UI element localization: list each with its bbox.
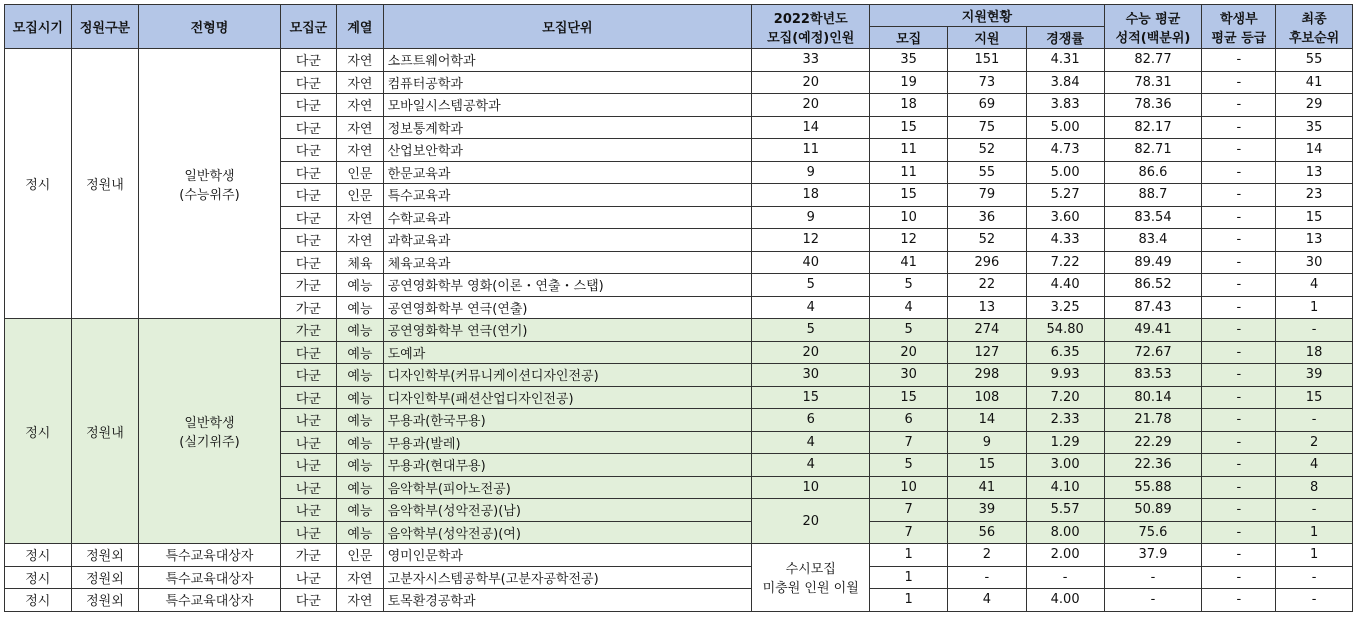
table-cell: 15: [752, 386, 870, 409]
table-cell: 자연: [337, 589, 383, 612]
quota-type-cell: 정원내: [71, 319, 139, 544]
table-cell: 가군: [280, 274, 337, 297]
table-cell: 9: [752, 161, 870, 184]
table-cell: 15: [948, 454, 1027, 477]
table-cell: 특수교육과: [383, 184, 752, 207]
period-cell: 정시: [5, 49, 72, 319]
table-cell: 5: [870, 274, 948, 297]
table-cell: 75: [948, 116, 1027, 139]
table-cell: 한문교육과: [383, 161, 752, 184]
table-cell: 자연: [337, 94, 383, 117]
table-cell: 나군: [280, 499, 337, 522]
table-cell: 72.67: [1104, 341, 1202, 364]
table-cell: 6: [870, 409, 948, 432]
table-cell: 자연: [337, 566, 383, 589]
table-cell: 19: [870, 71, 948, 94]
table-cell: -: [948, 566, 1027, 589]
table-cell: 11: [752, 139, 870, 162]
table-cell: 78.36: [1104, 94, 1202, 117]
header-status: 지원현황: [870, 5, 1104, 27]
table-cell: 다군: [280, 184, 337, 207]
table-cell: 55: [948, 161, 1027, 184]
table-cell: 5: [752, 319, 870, 342]
table-cell: 다군: [280, 139, 337, 162]
header-recruit: 모집: [870, 27, 948, 49]
table-cell: 18: [752, 184, 870, 207]
table-cell: 다군: [280, 341, 337, 364]
table-cell: 10: [752, 476, 870, 499]
table-cell: 자연: [337, 71, 383, 94]
table-cell: 82.17: [1104, 116, 1202, 139]
table-cell: 2: [948, 544, 1027, 567]
table-cell: -: [1276, 566, 1353, 589]
header-csat: 수능 평균 성적(백분위): [1104, 5, 1202, 49]
table-cell: 41: [1276, 71, 1353, 94]
table-cell: 83.53: [1104, 364, 1202, 387]
table-cell: 예능: [337, 364, 383, 387]
table-cell: -: [1202, 251, 1276, 274]
table-cell: -: [1202, 499, 1276, 522]
table-row: [5, 319, 1353, 342]
table-cell: 소프트웨어학과: [383, 49, 752, 72]
table-cell: 과학교육과: [383, 229, 752, 252]
table-cell: 52: [948, 139, 1027, 162]
table-cell: 4.40: [1026, 274, 1104, 297]
table-cell: -: [1202, 341, 1276, 364]
table-cell: -: [1104, 589, 1202, 612]
table-cell: 69: [948, 94, 1027, 117]
table-cell: 13: [1276, 161, 1353, 184]
header-period: 모집시기: [5, 5, 72, 49]
table-cell: 예능: [337, 409, 383, 432]
table-cell: 4.73: [1026, 139, 1104, 162]
table-cell: 18: [870, 94, 948, 117]
table-cell: 6: [752, 409, 870, 432]
table-cell: 특수교육대상자: [139, 544, 280, 567]
table-cell: 29: [1276, 94, 1353, 117]
table-cell: 예능: [337, 431, 383, 454]
table-cell: 88.7: [1104, 184, 1202, 207]
table-cell: 예능: [337, 499, 383, 522]
table-cell: 23: [1276, 184, 1353, 207]
table-cell: 자연: [337, 229, 383, 252]
header-ratio: 경쟁률: [1026, 27, 1104, 49]
table-cell: 예능: [337, 274, 383, 297]
table-cell: 86.6: [1104, 161, 1202, 184]
table-cell: 37.9: [1104, 544, 1202, 567]
table-cell: 9.93: [1026, 364, 1104, 387]
table-cell: -: [1202, 544, 1276, 567]
table-cell: 83.54: [1104, 206, 1202, 229]
table-cell: 4.10: [1026, 476, 1104, 499]
table-cell: 토목환경공학과: [383, 589, 752, 612]
table-cell: 30: [870, 364, 948, 387]
table-cell: 3.84: [1026, 71, 1104, 94]
table-cell: 컴퓨터공학과: [383, 71, 752, 94]
table-cell: 5.00: [1026, 161, 1104, 184]
table-cell: 39: [1276, 364, 1353, 387]
table-cell: 나군: [280, 566, 337, 589]
table-cell: 다군: [280, 49, 337, 72]
period-cell: 정시: [5, 319, 72, 544]
table-cell: 정원외: [71, 566, 139, 589]
header-admission-type: 전형명: [139, 5, 280, 49]
table-cell: 78.31: [1104, 71, 1202, 94]
table-cell: 5: [752, 274, 870, 297]
table-cell: 예능: [337, 341, 383, 364]
table-cell: -: [1202, 229, 1276, 252]
table-cell: 4: [752, 296, 870, 319]
table-cell: 9: [752, 206, 870, 229]
table-cell: 20: [752, 94, 870, 117]
table-cell: 52: [948, 229, 1027, 252]
table-cell: 8: [1276, 476, 1353, 499]
table-cell: 86.52: [1104, 274, 1202, 297]
table-cell: 4: [752, 454, 870, 477]
table-cell: 도예과: [383, 341, 752, 364]
table-cell: 1: [1276, 544, 1353, 567]
table-cell: 55: [1276, 49, 1353, 72]
table-cell: 7: [870, 499, 948, 522]
table-cell: 82.77: [1104, 49, 1202, 72]
table-cell: 4.31: [1026, 49, 1104, 72]
table-cell: 산업보안학과: [383, 139, 752, 162]
table-cell: 나군: [280, 476, 337, 499]
table-cell: 자연: [337, 139, 383, 162]
table-cell: 가군: [280, 296, 337, 319]
table-cell: 127: [948, 341, 1027, 364]
table-cell: 영미인문학과: [383, 544, 752, 567]
table-cell: 21.78: [1104, 409, 1202, 432]
table-cell: -: [1202, 296, 1276, 319]
table-cell: 296: [948, 251, 1027, 274]
table-cell: 다군: [280, 161, 337, 184]
header-rank: 최종 후보순위: [1276, 5, 1353, 49]
table-cell: 3.83: [1026, 94, 1104, 117]
table-cell: 1: [870, 566, 948, 589]
table-cell: 무용과(현대무용): [383, 454, 752, 477]
table-cell: 35: [1276, 116, 1353, 139]
table-cell: 정원외: [71, 589, 139, 612]
table-cell: 82.71: [1104, 139, 1202, 162]
table-cell: 정시: [5, 589, 72, 612]
table-cell: 20: [752, 341, 870, 364]
table-cell: 6.35: [1026, 341, 1104, 364]
table-cell: 15: [1276, 386, 1353, 409]
table-cell: 다군: [280, 71, 337, 94]
plan-cell: 수시모집 미충원 인원 이월: [752, 544, 870, 612]
table-cell: 음악학부(성악전공)(여): [383, 521, 752, 544]
plan-cell: 20: [752, 499, 870, 544]
table-cell: 1: [870, 589, 948, 612]
table-cell: 음악학부(피아노전공): [383, 476, 752, 499]
table-cell: 1: [870, 544, 948, 567]
table-cell: 73: [948, 71, 1027, 94]
table-cell: 5.27: [1026, 184, 1104, 207]
table-cell: -: [1202, 454, 1276, 477]
table-cell: 자연: [337, 116, 383, 139]
table-cell: 4: [1276, 454, 1353, 477]
table-cell: 8.00: [1026, 521, 1104, 544]
table-cell: 80.14: [1104, 386, 1202, 409]
header-group: 모집군: [280, 5, 337, 49]
table-cell: 2.33: [1026, 409, 1104, 432]
admission-type-cell: 일반학생 (실기위주): [139, 319, 280, 544]
table-cell: 고분자시스템공학부(고분자공학전공): [383, 566, 752, 589]
table-cell: 14: [948, 409, 1027, 432]
table-cell: -: [1276, 589, 1353, 612]
table-cell: 9: [948, 431, 1027, 454]
table-cell: 11: [870, 139, 948, 162]
table-cell: -: [1202, 49, 1276, 72]
table-cell: 3.60: [1026, 206, 1104, 229]
table-cell: 30: [752, 364, 870, 387]
table-cell: 5: [870, 454, 948, 477]
header-gpa: 학생부 평균 등급: [1202, 5, 1276, 49]
table-cell: 음악학부(성악전공)(남): [383, 499, 752, 522]
table-cell: -: [1276, 409, 1353, 432]
table-row: [5, 566, 1353, 589]
table-cell: 2: [1276, 431, 1353, 454]
table-cell: 33: [752, 49, 870, 72]
table-cell: 정시: [5, 566, 72, 589]
table-body: [5, 49, 1353, 612]
header-plan: 2022학년도 모집(예정)인원: [752, 5, 870, 49]
table-cell: -: [1202, 521, 1276, 544]
table-cell: 1.29: [1026, 431, 1104, 454]
table-cell: 예능: [337, 386, 383, 409]
table-cell: 22.36: [1104, 454, 1202, 477]
table-cell: 5: [870, 319, 948, 342]
table-cell: 18: [1276, 341, 1353, 364]
table-cell: 7.20: [1026, 386, 1104, 409]
admission-type-cell: 일반학생 (수능위주): [139, 49, 280, 319]
table-cell: 83.4: [1104, 229, 1202, 252]
table-cell: 다군: [280, 206, 337, 229]
table-cell: 4.00: [1026, 589, 1104, 612]
table-cell: -: [1202, 386, 1276, 409]
table-cell: 정보통계학과: [383, 116, 752, 139]
table-cell: 20: [870, 341, 948, 364]
table-cell: -: [1202, 476, 1276, 499]
table-cell: 체육: [337, 251, 383, 274]
header-unit: 모집단위: [383, 5, 752, 49]
table-cell: 인문: [337, 161, 383, 184]
table-cell: 특수교육대상자: [139, 566, 280, 589]
table-cell: 79: [948, 184, 1027, 207]
table-cell: 다군: [280, 229, 337, 252]
table-cell: 예능: [337, 454, 383, 477]
header-track: 계열: [337, 5, 383, 49]
table-cell: 41: [870, 251, 948, 274]
table-cell: 87.43: [1104, 296, 1202, 319]
table-cell: 50.89: [1104, 499, 1202, 522]
table-cell: 274: [948, 319, 1027, 342]
table-cell: 54.80: [1026, 319, 1104, 342]
table-cell: 15: [870, 116, 948, 139]
table-cell: 인문: [337, 544, 383, 567]
table-cell: 89.49: [1104, 251, 1202, 274]
table-cell: 예능: [337, 319, 383, 342]
table-cell: 5.57: [1026, 499, 1104, 522]
table-cell: 다군: [280, 251, 337, 274]
table-cell: 다군: [280, 364, 337, 387]
table-cell: 15: [870, 184, 948, 207]
table-cell: -: [1202, 566, 1276, 589]
table-cell: 55.88: [1104, 476, 1202, 499]
table-cell: 특수교육대상자: [139, 589, 280, 612]
table-cell: 공연영화학부 영화(이론・연출・스탭): [383, 274, 752, 297]
header-quota-type: 정원구분: [71, 5, 139, 49]
table-cell: -: [1202, 184, 1276, 207]
table-cell: 7: [870, 521, 948, 544]
table-cell: 다군: [280, 94, 337, 117]
table-cell: 4: [948, 589, 1027, 612]
table-cell: 56: [948, 521, 1027, 544]
table-cell: 무용과(한국무용): [383, 409, 752, 432]
table-cell: 수학교육과: [383, 206, 752, 229]
table-cell: 정원외: [71, 544, 139, 567]
table-cell: -: [1026, 566, 1104, 589]
table-cell: 36: [948, 206, 1027, 229]
table-cell: 모바일시스템공학과: [383, 94, 752, 117]
table-cell: 무용과(발레): [383, 431, 752, 454]
table-cell: 나군: [280, 454, 337, 477]
table-cell: 12: [752, 229, 870, 252]
table-cell: -: [1202, 319, 1276, 342]
table-cell: 14: [1276, 139, 1353, 162]
table-cell: 나군: [280, 521, 337, 544]
table-cell: 다군: [280, 386, 337, 409]
table-cell: 자연: [337, 206, 383, 229]
table-cell: 가군: [280, 319, 337, 342]
table-cell: -: [1202, 116, 1276, 139]
table-cell: 20: [752, 71, 870, 94]
table-cell: 디자인학부(패션산업디자인전공): [383, 386, 752, 409]
table-cell: 인문: [337, 184, 383, 207]
table-cell: 2.00: [1026, 544, 1104, 567]
table-cell: 예능: [337, 476, 383, 499]
table-cell: 1: [1276, 521, 1353, 544]
table-cell: 22.29: [1104, 431, 1202, 454]
table-cell: 108: [948, 386, 1027, 409]
table-cell: 30: [1276, 251, 1353, 274]
table-cell: 15: [1276, 206, 1353, 229]
table-cell: -: [1202, 274, 1276, 297]
table-cell: 41: [948, 476, 1027, 499]
table-cell: 정시: [5, 544, 72, 567]
header-apply: 지원: [948, 27, 1027, 49]
table-cell: -: [1202, 431, 1276, 454]
table-cell: 10: [870, 206, 948, 229]
table-cell: 7: [870, 431, 948, 454]
table-cell: 4: [1276, 274, 1353, 297]
table-cell: 298: [948, 364, 1027, 387]
table-cell: 나군: [280, 409, 337, 432]
table-cell: 예능: [337, 521, 383, 544]
table-cell: 4.33: [1026, 229, 1104, 252]
table-cell: -: [1202, 139, 1276, 162]
table-cell: 75.6: [1104, 521, 1202, 544]
table-cell: 4: [752, 431, 870, 454]
table-cell: -: [1202, 409, 1276, 432]
table-cell: 4: [870, 296, 948, 319]
table-row: [5, 544, 1353, 567]
table-cell: -: [1104, 566, 1202, 589]
table-cell: 3.25: [1026, 296, 1104, 319]
table-cell: 다군: [280, 589, 337, 612]
table-row: [5, 49, 1353, 72]
quota-type-cell: 정원내: [71, 49, 139, 319]
table-cell: -: [1276, 499, 1353, 522]
table-cell: 14: [752, 116, 870, 139]
table-cell: 49.41: [1104, 319, 1202, 342]
table-cell: -: [1202, 94, 1276, 117]
table-cell: -: [1202, 71, 1276, 94]
table-cell: 15: [870, 386, 948, 409]
table-cell: 13: [948, 296, 1027, 319]
table-cell: 공연영화학부 연극(연출): [383, 296, 752, 319]
table-cell: 151: [948, 49, 1027, 72]
table-cell: -: [1202, 364, 1276, 387]
table-cell: -: [1276, 319, 1353, 342]
table-cell: 디자인학부(커뮤니케이션디자인전공): [383, 364, 752, 387]
table-cell: 39: [948, 499, 1027, 522]
table-cell: -: [1202, 589, 1276, 612]
table-cell: 35: [870, 49, 948, 72]
table-cell: 자연: [337, 49, 383, 72]
table-cell: 13: [1276, 229, 1353, 252]
table-cell: 나군: [280, 431, 337, 454]
table-cell: 10: [870, 476, 948, 499]
table-cell: 11: [870, 161, 948, 184]
table-cell: 공연영화학부 연극(연기): [383, 319, 752, 342]
table-cell: -: [1202, 206, 1276, 229]
table-cell: 1: [1276, 296, 1353, 319]
table-cell: 40: [752, 251, 870, 274]
table-cell: 22: [948, 274, 1027, 297]
table-cell: 다군: [280, 116, 337, 139]
admission-results-table: [4, 4, 1353, 612]
table-cell: 가군: [280, 544, 337, 567]
table-cell: 7.22: [1026, 251, 1104, 274]
table-cell: 12: [870, 229, 948, 252]
table-cell: 체육교육과: [383, 251, 752, 274]
table-cell: 예능: [337, 296, 383, 319]
table-cell: 5.00: [1026, 116, 1104, 139]
table-row: [5, 589, 1353, 612]
table-cell: -: [1202, 161, 1276, 184]
table-cell: 3.00: [1026, 454, 1104, 477]
